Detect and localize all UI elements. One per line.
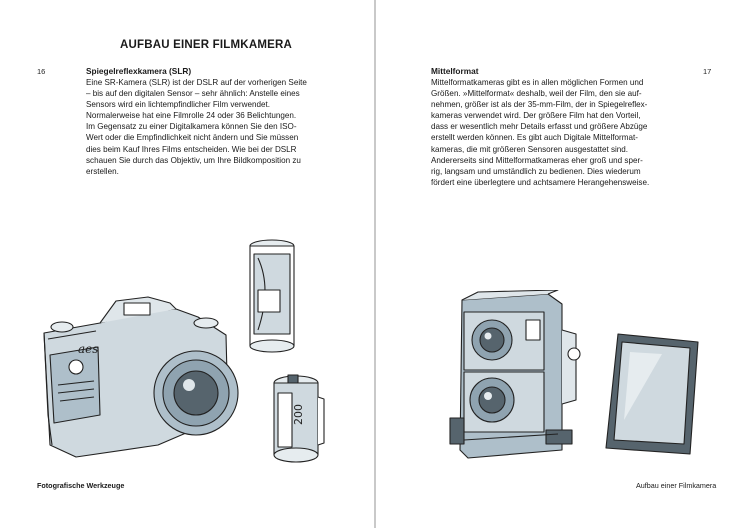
text-line: Normalerweise hat eine Filmrolle 24 oder 36 Belichtungen. xyxy=(86,111,297,121)
film-canister-illustration xyxy=(244,238,300,356)
section-heading-medium-format: Mittelformat xyxy=(431,66,479,76)
slr-camera-illustration xyxy=(38,295,248,460)
film-plate-illustration xyxy=(602,330,702,460)
text-line: nehmen, größer ist als der 35-mm-Film, der in Spiegelreflex- xyxy=(431,100,648,110)
text-line: Im Gegensatz zu einer Digitalkamera können Sie den ISO- xyxy=(86,122,297,132)
text-line: dass er wesentlich mehr Details erfasst und größere Abzüge xyxy=(431,122,648,132)
medium-format-camera-illustration xyxy=(438,290,588,465)
text-line: rig, langsam und umständlich zu bedienen. Dies wiederum xyxy=(431,166,641,176)
page-number-right: 17 xyxy=(703,67,712,76)
text-line: fördert eine überlegtere und achtsamere Herangehensweise. xyxy=(431,177,650,187)
text-line: dies beim Kauf Ihres Films entscheiden. Wie bei der DSLR xyxy=(86,144,297,154)
text-line: Eine SR-Kamera (SLR) ist der DSLR auf der vorherigen Seite xyxy=(86,78,307,87)
text-line: kameras, die mit größeren Sensoren ausgestattet sind. xyxy=(431,144,629,154)
text-line: Andererseits sind Mittelformatkameras eher groß und sper- xyxy=(431,155,643,165)
camera-brand-label: aes xyxy=(78,342,99,356)
film-box-label: 200 xyxy=(292,404,305,425)
text-line: – bis auf den digitalen Sensor – sehr ähnlich: Anstelle eines xyxy=(86,89,300,99)
film-roll-illustration xyxy=(268,373,328,465)
text-line: Wert oder die Empfindlichkeit nicht ändern und Sie müssen xyxy=(86,133,299,143)
body-text-slr xyxy=(86,77,307,177)
text-line: kameras verwendet wird. Der größere Film hat den Vorteil, xyxy=(431,111,641,121)
text-line: schauen Sie durch das Objektiv, um Ihre Bildkomposition zu xyxy=(86,155,301,165)
right-page xyxy=(376,0,750,528)
body-text-medium-format xyxy=(431,77,649,188)
text-line: Mittelformatkameras gibt es in allen möglichen Formen und xyxy=(431,78,644,87)
text-line: erstellen. xyxy=(86,166,119,176)
page-number-left: 16 xyxy=(37,67,46,76)
text-line: Größen. »Mittelformat« deshalb, weil der Film, den sie auf- xyxy=(431,89,642,99)
section-heading-slr: Spiegelreflexkamera (SLR) xyxy=(86,66,192,76)
footer-right: Aufbau einer Filmkamera xyxy=(636,481,717,490)
page-title: AUFBAU EINER FILMKAMERA xyxy=(120,39,292,51)
left-page xyxy=(0,0,374,528)
footer-left: Fotografische Werkzeuge xyxy=(37,481,125,490)
text-line: Sensors wird ein lichtempfindlicher Film verwendet. xyxy=(86,100,270,110)
text-line: erstellt werden können. Es gibt auch Digitale Mittelformat- xyxy=(431,133,638,143)
